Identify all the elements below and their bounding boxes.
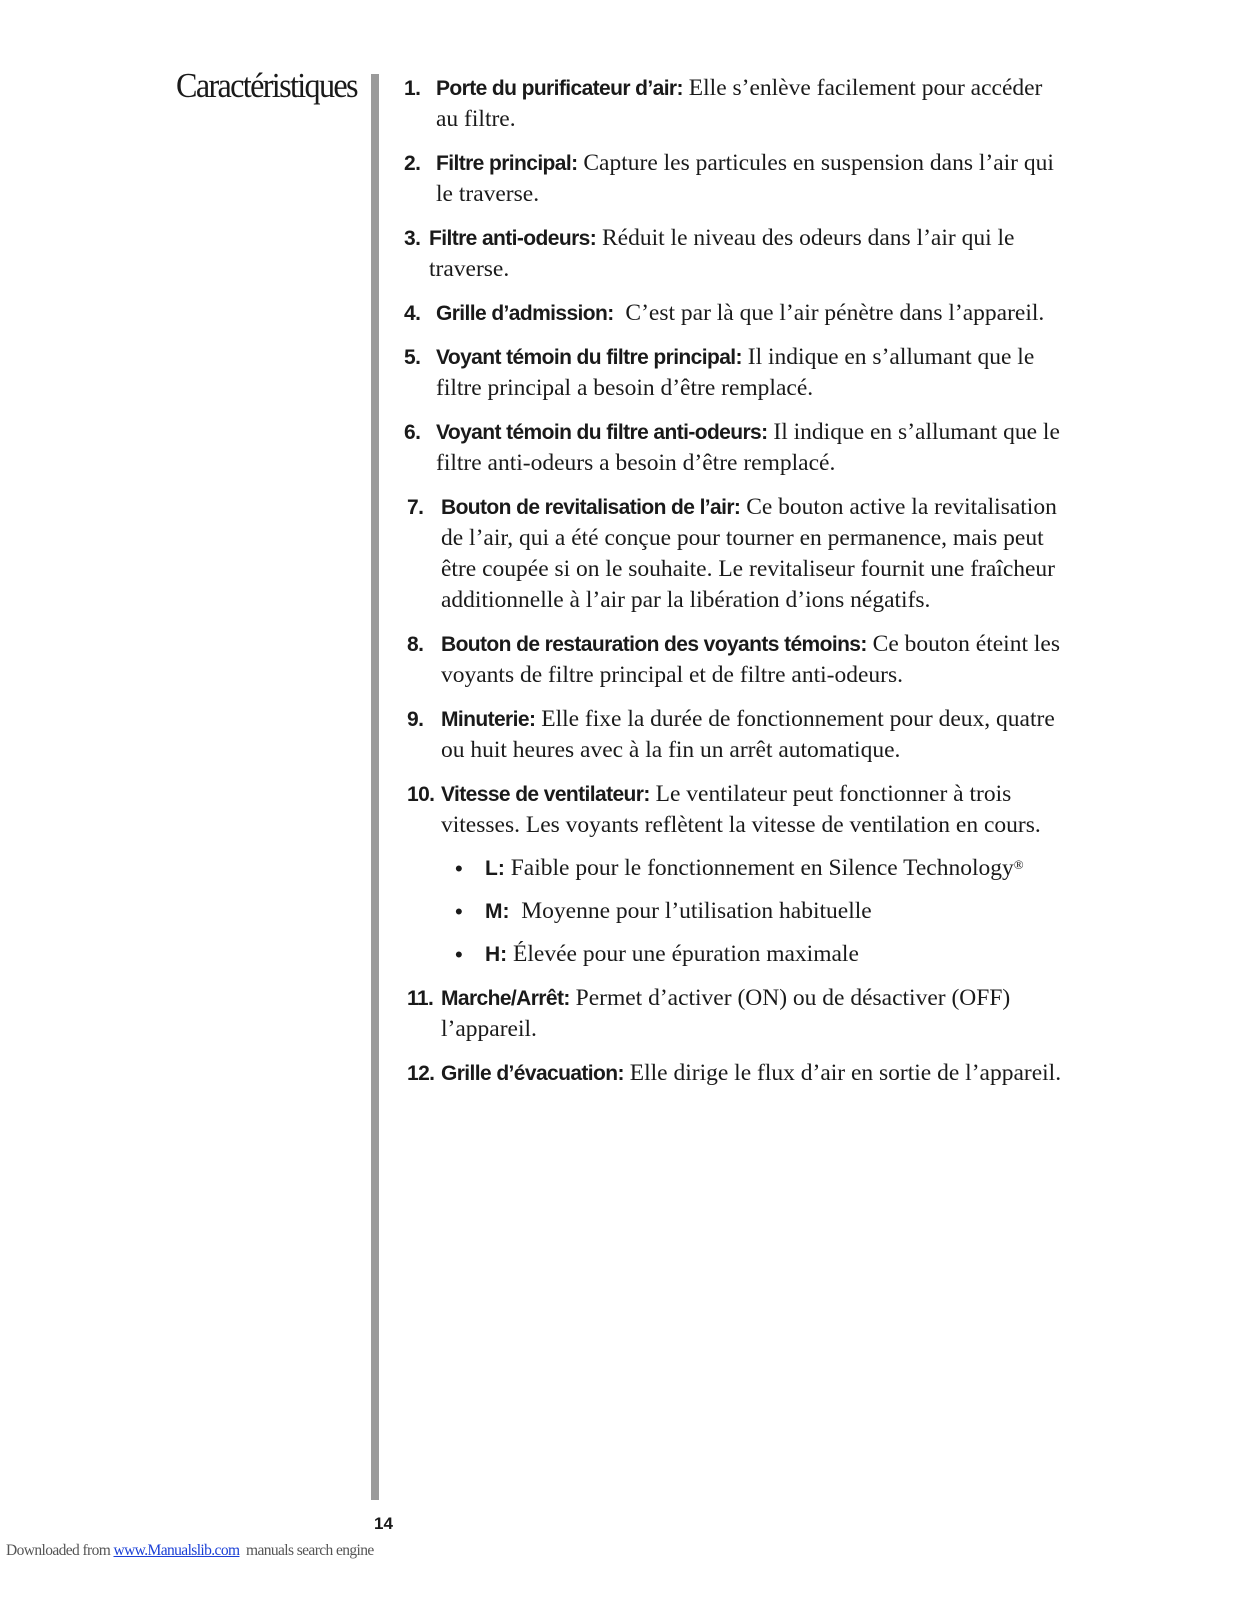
- feature-item-11: [404, 983, 1064, 1045]
- feature-number: 11.: [407, 987, 434, 1010]
- feature-description: Permet d’activer (ON) ou de désactiver (OFF) l’appareil.: [441, 985, 1011, 1042]
- fan-speed-list: [404, 853, 1064, 970]
- feature-heading: Bouton de restauration des voyants témoins:: [441, 633, 867, 656]
- feature-item-1: [404, 73, 1064, 135]
- feature-number: 4.: [404, 302, 421, 325]
- feature-number: 1.: [404, 77, 421, 100]
- fan-speed-description: Faible pour le fonctionnement en Silence Technology: [504, 855, 1014, 881]
- feature-item-4: [404, 298, 1064, 329]
- feature-heading: Voyant témoin du filtre principal:: [436, 346, 742, 369]
- feature-heading: Porte du purificateur d’air:: [436, 77, 683, 100]
- feature-item-2: [404, 148, 1064, 210]
- feature-number: 3.: [404, 227, 421, 250]
- page-number: 14: [374, 1514, 393, 1533]
- feature-number: 8.: [407, 633, 424, 656]
- feature-item-12: [404, 1058, 1064, 1089]
- feature-heading: Minuterie:: [441, 708, 536, 731]
- feature-item-6: [404, 417, 1064, 479]
- feature-description: Il indique en s’allumant que le filtre principal a besoin d’être remplacé.: [436, 344, 1035, 401]
- footer-prefix: Downloaded from: [6, 1542, 114, 1559]
- registered-mark: ®: [1013, 857, 1024, 872]
- feature-number: 10.: [407, 783, 435, 806]
- feature-heading: Marche/Arrêt:: [441, 987, 570, 1010]
- feature-item-3: [404, 223, 1064, 285]
- fan-speed-description: Moyenne pour l’utilisation habituelle: [509, 898, 872, 924]
- feature-description: Ce bouton active la revitalisation de l’air, qui a été conçue pour tourner en permanence, mais peut être coupée si on le souhaite. Le revitaliseur fournit une fraîcheur additionnelle à l’air par la libération d’ions négatifs.: [441, 494, 1057, 613]
- feature-description: C’est par là que l’air pénètre dans l’appareil.: [613, 300, 1045, 326]
- feature-list: [404, 73, 1064, 1102]
- feature-heading: Filtre anti-odeurs:: [429, 227, 597, 250]
- feature-heading: Grille d’évacuation:: [441, 1062, 624, 1085]
- fan-speed-item-high: [404, 939, 1064, 970]
- fan-speed-key: L:: [485, 857, 505, 880]
- feature-number: 12.: [407, 1062, 435, 1085]
- feature-item-5: [404, 342, 1064, 404]
- fan-speed-item-medium: [404, 896, 1064, 927]
- feature-description: Capture les particules en suspension dans l’air qui le traverse.: [436, 150, 1054, 207]
- feature-heading: Voyant témoin du filtre anti-odeurs:: [436, 421, 768, 444]
- bullet-icon: •: [455, 942, 463, 967]
- feature-description: Ce bouton éteint les voyants de filtre principal et de filtre anti-odeurs.: [441, 631, 1060, 688]
- feature-description: Il indique en s’allumant que le filtre anti-odeurs a besoin d’être remplacé.: [436, 419, 1060, 476]
- feature-number: 5.: [404, 346, 421, 369]
- manualslib-link[interactable]: www.Manualslib.com: [113, 1542, 240, 1559]
- fan-speed-key: M:: [485, 900, 510, 923]
- feature-number: 7.: [407, 496, 424, 519]
- feature-item-8: [404, 629, 1064, 691]
- feature-number: 6.: [404, 421, 421, 444]
- feature-heading: Vitesse de ventilateur:: [441, 783, 650, 806]
- feature-description: Elle dirige le flux d’air en sortie de l’appareil.: [623, 1060, 1062, 1086]
- feature-heading: Bouton de revitalisation de l’air:: [441, 496, 741, 519]
- download-footer: [6, 1542, 374, 1560]
- bullet-icon: •: [455, 899, 463, 924]
- feature-heading: Filtre principal:: [436, 152, 578, 175]
- fan-speed-item-low: [404, 853, 1064, 884]
- side-bar-divider: [371, 74, 379, 1500]
- feature-heading: Grille d’admission:: [436, 302, 614, 325]
- footer-suffix: manuals search engine: [239, 1542, 374, 1559]
- feature-description: Réduit le niveau des odeurs dans l’air qui le traverse.: [429, 225, 1015, 282]
- feature-description: Le ventilateur peut fonctionner à trois vitesses. Les voyants reflètent la vitesse de ventilation en cours.: [441, 781, 1041, 838]
- feature-number: 9.: [407, 708, 424, 731]
- fan-speed-description: Élevée pour une épuration maximale: [507, 941, 859, 967]
- feature-number: 2.: [404, 152, 421, 175]
- section-title: Caractéristiques: [176, 66, 357, 105]
- feature-item-7: [404, 492, 1064, 616]
- feature-item-9: [404, 704, 1064, 766]
- feature-description: Elle fixe la durée de fonctionnement pour deux, quatre ou huit heures avec à la fin un arrêt automatique.: [441, 706, 1055, 763]
- feature-description: Elle s’enlève facilement pour accéder au filtre.: [436, 75, 1043, 132]
- bullet-icon: •: [455, 856, 463, 881]
- fan-speed-key: H:: [485, 943, 508, 966]
- feature-item-10: [404, 779, 1064, 970]
